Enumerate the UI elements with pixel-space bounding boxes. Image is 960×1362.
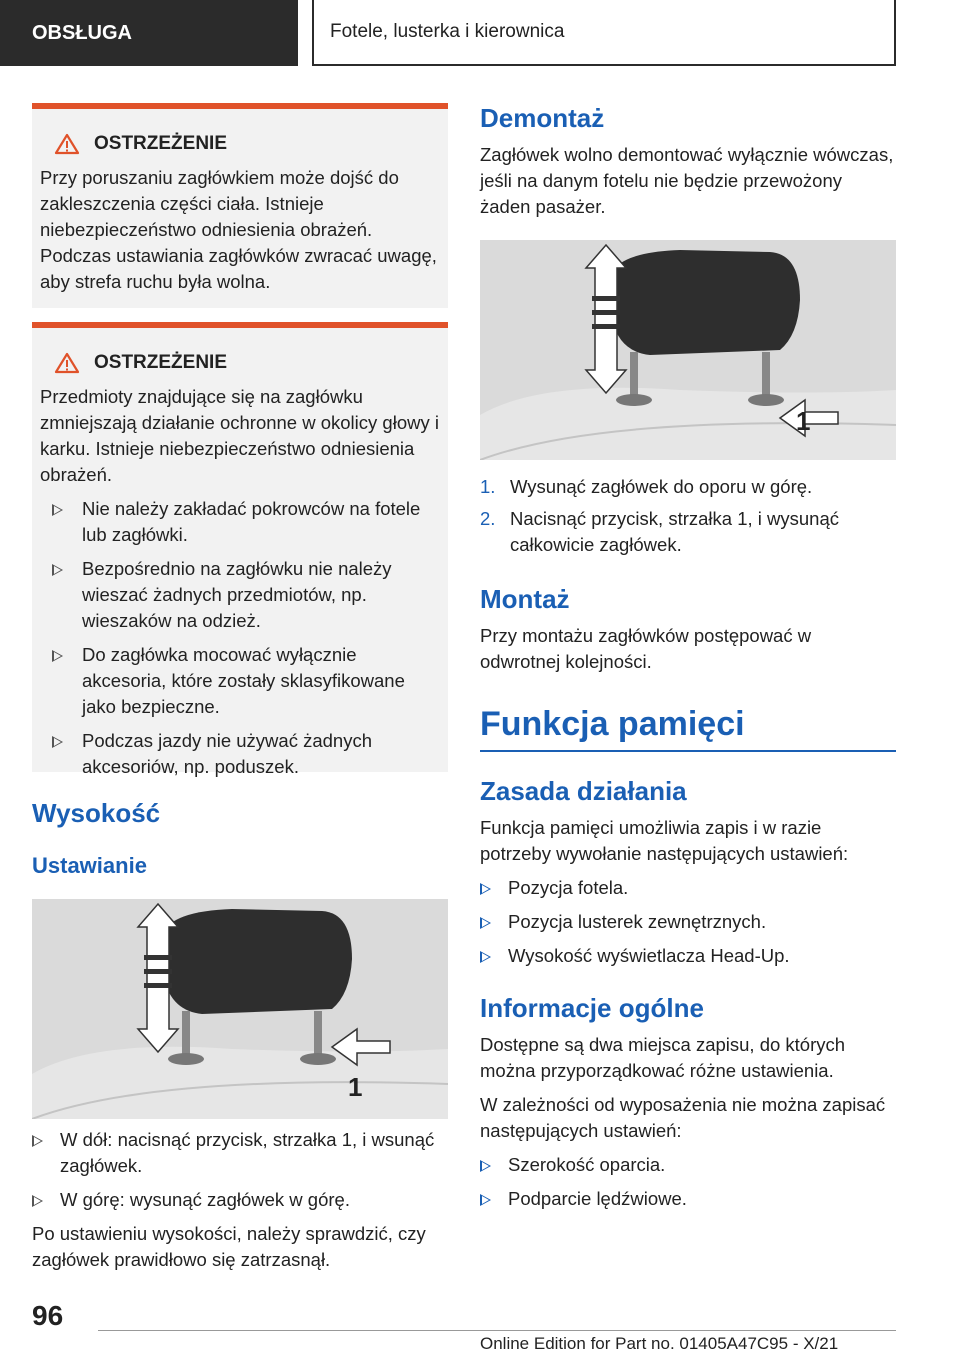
- headrest-image: [480, 240, 896, 460]
- subsection-heading: Ustawianie: [32, 853, 147, 878]
- bullet-triangle-icon: [32, 1195, 43, 1207]
- right-column: [480, 103, 896, 1212]
- svg-text:1: 1: [348, 1072, 363, 1102]
- section-heading: Montaż: [480, 584, 570, 614]
- warning-icon: [54, 352, 80, 374]
- warning-title: OSTRZEŻENIE: [54, 131, 440, 157]
- height-note: Po ustawieniu wysokości, należy sprawdzić, czy zagłówek prawidłowo się zatrzasnął.: [32, 1223, 426, 1270]
- list-item: Nie należy zakładać pokrowców na fotele lub zagłówki.: [40, 496, 440, 548]
- general-text-1: Dostępne są dwa miejsca zapisu, do których można przyporządkować różne ustawienia.: [480, 1034, 846, 1081]
- warning-box-1: [32, 103, 448, 308]
- left-column: [32, 103, 448, 1273]
- bullet-triangle-icon: [480, 1160, 491, 1172]
- headrest-illustration: [32, 899, 448, 1119]
- headrest-removal-illustration: [480, 240, 896, 460]
- list-item: Podparcie lędźwiowe.: [480, 1186, 896, 1212]
- list-item: 1. Wysunąć zagłówek do oporu w górę.: [480, 476, 813, 497]
- chapter-heading: Funkcja pamięci: [480, 705, 896, 752]
- svg-text:1: 1: [796, 406, 811, 436]
- bullet-triangle-icon: [480, 917, 491, 929]
- section-heading: Demontaż: [480, 103, 605, 133]
- headrest-image: [32, 899, 448, 1119]
- warning-title: OSTRZEŻENIE: [54, 350, 440, 376]
- bullet-triangle-icon: [480, 883, 491, 895]
- bullet-triangle-icon: [480, 951, 491, 963]
- bullet-triangle-icon: [52, 650, 63, 662]
- list-item: Do zagłówka mocować wyłącznie akcesoria, które zostały sklasyfikowane jako bezpieczne.: [40, 642, 440, 720]
- list-item: W górę: wysunąć zagłówek w górę.: [32, 1187, 448, 1213]
- section-label: OBSŁUGA: [0, 0, 298, 66]
- list-item: Wysokość wyświetlacza Head-Up.: [480, 943, 896, 969]
- principle-text: Funkcja pamięci umożliwia zapis i w razie potrzeby wywołanie następujących ustawień:: [480, 817, 849, 864]
- list-item: 2. Nacisnąć przycisk, strzałka 1, i wysunąć całkowicie zagłówek.: [480, 508, 839, 555]
- page-header: [0, 0, 960, 66]
- removal-text: Zagłówek wolno demontować wyłącznie wówczas, jeśli na danym fotelu nie będzie przewożony żaden pasażer.: [480, 144, 894, 217]
- bullet-triangle-icon: [52, 564, 63, 576]
- list-item: Pozycja fotela.: [480, 875, 896, 901]
- bullet-triangle-icon: [32, 1135, 43, 1147]
- section-heading: Informacje ogólne: [480, 993, 704, 1023]
- warning-text: Przedmioty znajdujące się na zagłówku zmniejszają działanie ochronne w okolicy głowy i karku. Istnieje niebezpieczeństwo odniesienia obrażeń.: [40, 386, 439, 485]
- list-item: Podczas jazdy nie używać żadnych akcesoriów, np. poduszek.: [40, 728, 440, 780]
- footer-divider: [98, 1330, 896, 1331]
- list-item: Pozycja lusterek zewnętrznych.: [480, 909, 896, 935]
- bullet-triangle-icon: [52, 736, 63, 748]
- section-heading: Wysokość: [32, 798, 161, 828]
- warning-box-2: [32, 322, 448, 777]
- chapter-title: Fotele, lusterka i kierownica: [312, 0, 896, 66]
- bullet-triangle-icon: [480, 1194, 491, 1206]
- page-number: 96: [32, 1300, 64, 1331]
- list-item: W dół: nacisnąć przycisk, strzałka 1, i wsunąć zagłówek.: [32, 1127, 448, 1179]
- section-heading: Zasada działania: [480, 776, 687, 806]
- warning-text: Przy poruszaniu zagłówkiem może dojść do zakleszczenia części ciała. Istnieje niebezpieczeństwo odniesienia obrażeń. Podczas ustawiania zagłówków zwracać uwagę, aby strefa ruchu była wolna.: [40, 167, 437, 292]
- mounting-text: Przy montażu zagłówków postępować w odwrotnej kolejności.: [480, 625, 812, 672]
- bullet-triangle-icon: [52, 504, 63, 516]
- edition-note: Online Edition for Part no. 01405A47C95 - X/21: [480, 1334, 839, 1353]
- warning-icon: [54, 133, 80, 155]
- list-item: Bezpośrednio na zagłówku nie należy wieszać żadnych przedmiotów, np. wieszaków na odzież.: [40, 556, 440, 634]
- general-text-2: W zależności od wyposażenia nie można zapisać następujących ustawień:: [480, 1094, 886, 1141]
- list-item: Szerokość oparcia.: [480, 1152, 896, 1178]
